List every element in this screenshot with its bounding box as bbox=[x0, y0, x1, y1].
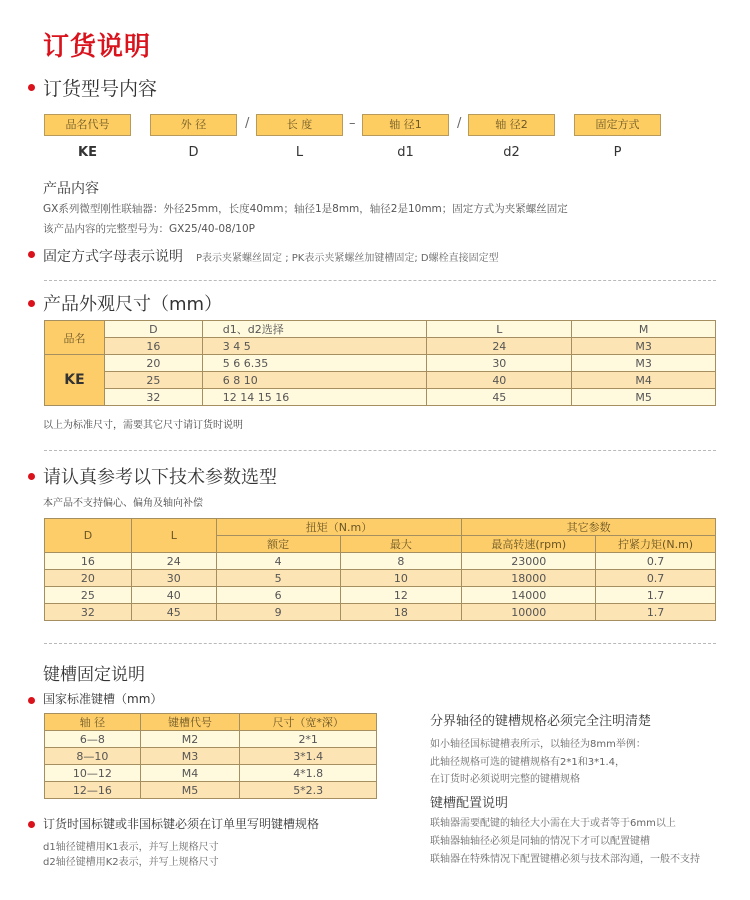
cell: 24 bbox=[427, 338, 572, 355]
table-row bbox=[45, 570, 716, 587]
order-box-length: 长 度 bbox=[256, 114, 343, 136]
cell: 0.7 bbox=[596, 553, 716, 570]
tech-params-table bbox=[44, 518, 716, 621]
cell: 32 bbox=[104, 389, 202, 406]
table-row bbox=[45, 731, 377, 748]
tech-params-heading: 请认真参考以下技术参数选型 bbox=[43, 467, 277, 488]
cell: 25 bbox=[104, 372, 202, 389]
tech-params-subtitle: 本产品不支持偏心、偏角及轴向补偿 bbox=[43, 498, 203, 509]
cell: M4 bbox=[572, 372, 716, 389]
divider bbox=[44, 280, 716, 281]
order-code-d2: d2 bbox=[503, 145, 520, 160]
bullet-icon bbox=[28, 473, 35, 480]
header-cell: 键槽代号 bbox=[140, 714, 240, 731]
cell: 3 4 5 bbox=[202, 338, 427, 355]
separator: – bbox=[349, 116, 356, 131]
cell: 20 bbox=[45, 570, 132, 587]
divider bbox=[44, 450, 716, 451]
cell: 16 bbox=[45, 553, 132, 570]
cell: M3 bbox=[572, 338, 716, 355]
cell: 5 6 6.35 bbox=[202, 355, 427, 372]
cell: 18 bbox=[340, 604, 462, 621]
table-row bbox=[45, 765, 377, 782]
divider bbox=[44, 643, 716, 644]
table-row bbox=[45, 782, 377, 799]
cell: 9 bbox=[216, 604, 340, 621]
header-cell: 最高转速(rpm) bbox=[462, 536, 596, 553]
bullet-icon bbox=[28, 697, 35, 704]
order-code-l: L bbox=[295, 145, 304, 160]
cell: 4*1.8 bbox=[240, 765, 377, 782]
boundary-line: 在订货时必须说明完整的键槽规格 bbox=[430, 774, 580, 785]
order-box-fixing: 固定方式 bbox=[574, 114, 661, 136]
cell: 10 bbox=[340, 570, 462, 587]
order-box-outer-diameter: 外 径 bbox=[150, 114, 237, 136]
header-cell: L bbox=[131, 519, 216, 553]
bullet-icon bbox=[28, 84, 35, 91]
cell: 12 14 15 16 bbox=[202, 389, 427, 406]
cell: 3*1.4 bbox=[240, 748, 377, 765]
dimensions-footnote: 以上为标准尺寸，需要其它尺寸请订货时说明 bbox=[43, 420, 243, 431]
config-line: 联轴器需要配键的轴径大小需在大于或者等于6mm以上 bbox=[430, 818, 676, 829]
product-content-line: 该产品内容的完整型号为：GX25/40-08/10P bbox=[43, 223, 255, 235]
table-row bbox=[45, 587, 716, 604]
header-cell: M bbox=[572, 321, 716, 338]
order-box-name-code: 品名代号 bbox=[44, 114, 131, 136]
cell: 23000 bbox=[462, 553, 596, 570]
keyway-order-heading: 订货时国标键或非国标键必须在订单里写明键槽规格 bbox=[43, 817, 320, 831]
cell: 2*1 bbox=[240, 731, 377, 748]
order-code-p: P bbox=[613, 145, 622, 160]
table-row bbox=[45, 604, 716, 621]
fixing-text: P表示夹紧螺丝固定 ; PK表示夹紧螺丝加键槽固定; D螺栓直接固定型 bbox=[196, 253, 499, 264]
header-cell: 尺寸（宽*深） bbox=[240, 714, 377, 731]
keyway-table bbox=[44, 713, 377, 799]
product-content-line: GX系列微型刚性联轴器：外径25mm，长度40mm；轴径1是8mm，轴径2是10mm；固定方式为夹紧螺丝固定 bbox=[43, 203, 568, 215]
cell: M4 bbox=[140, 765, 240, 782]
cell: 45 bbox=[131, 604, 216, 621]
order-code-d1: d1 bbox=[397, 145, 414, 160]
cell: 16 bbox=[104, 338, 202, 355]
dimensions-heading: 产品外观尺寸（mm） bbox=[43, 294, 223, 315]
order-box-bore1: 轴 径1 bbox=[362, 114, 449, 136]
cell: 14000 bbox=[462, 587, 596, 604]
keyway-order-line: d1轴径键槽用K1表示，并写上规格尺寸 bbox=[43, 842, 219, 853]
name-header-cell: 品名 bbox=[45, 321, 105, 355]
cell: 5 bbox=[216, 570, 340, 587]
cell: M3 bbox=[140, 748, 240, 765]
cell: 40 bbox=[427, 372, 572, 389]
cell: 8—10 bbox=[45, 748, 141, 765]
bullet-icon bbox=[28, 300, 35, 307]
header-cell: D bbox=[45, 519, 132, 553]
fixing-heading: 固定方式字母表示说明 bbox=[43, 249, 183, 265]
cell: 5*2.3 bbox=[240, 782, 377, 799]
cell: 24 bbox=[131, 553, 216, 570]
bullet-icon bbox=[28, 821, 35, 828]
cell: 6—8 bbox=[45, 731, 141, 748]
cell: 12 bbox=[340, 587, 462, 604]
table-row bbox=[45, 389, 716, 406]
cell: M2 bbox=[140, 731, 240, 748]
cell: 18000 bbox=[462, 570, 596, 587]
bullet-icon bbox=[28, 251, 35, 258]
table-row bbox=[45, 553, 716, 570]
boundary-heading: 分界轴径的键槽规格必须完全注明清楚 bbox=[430, 714, 652, 729]
cell: 32 bbox=[45, 604, 132, 621]
keyway-standard-heading: 国家标准键槽（mm） bbox=[43, 692, 163, 706]
table-row bbox=[45, 338, 716, 355]
table-row bbox=[45, 355, 716, 372]
cell: M5 bbox=[140, 782, 240, 799]
dimensions-table bbox=[44, 320, 716, 406]
order-code-d: D bbox=[188, 145, 199, 160]
order-box-bore2: 轴 径2 bbox=[468, 114, 555, 136]
cell: 20 bbox=[104, 355, 202, 372]
header-group-torque: 扭矩（N.m） bbox=[216, 519, 462, 536]
cell: M3 bbox=[572, 355, 716, 372]
cell: 6 8 10 bbox=[202, 372, 427, 389]
keyway-heading: 键槽固定说明 bbox=[43, 665, 145, 685]
boundary-line: 如小轴径国标键槽表所示，以轴径为8mm举例： bbox=[430, 739, 646, 750]
name-value-cell: KE bbox=[45, 355, 105, 406]
config-heading: 键槽配置说明 bbox=[430, 796, 509, 811]
header-cell: 最大 bbox=[340, 536, 462, 553]
cell: 1.7 bbox=[596, 587, 716, 604]
cell: 1.7 bbox=[596, 604, 716, 621]
cell: 0.7 bbox=[596, 570, 716, 587]
separator: / bbox=[245, 116, 250, 131]
cell: M5 bbox=[572, 389, 716, 406]
cell: 12—16 bbox=[45, 782, 141, 799]
header-group-other: 其它参数 bbox=[462, 519, 716, 536]
table-row bbox=[45, 748, 377, 765]
header-cell: 轴 径 bbox=[45, 714, 141, 731]
header-cell: 拧紧力矩(N.m) bbox=[596, 536, 716, 553]
cell: 45 bbox=[427, 389, 572, 406]
config-line: 联轴器轴轴径必须是同轴的情况下才可以配置键槽 bbox=[430, 836, 650, 847]
cell: 4 bbox=[216, 553, 340, 570]
cell: 30 bbox=[131, 570, 216, 587]
header-cell: 额定 bbox=[216, 536, 340, 553]
page-title: 订货说明 bbox=[43, 32, 152, 62]
cell: 6 bbox=[216, 587, 340, 604]
config-line: 联轴器在特殊情况下配置键槽必须与技术部沟通，一般不支持 bbox=[430, 854, 700, 865]
cell: 10000 bbox=[462, 604, 596, 621]
order-model-heading: 订货型号内容 bbox=[43, 78, 158, 100]
product-content-heading: 产品内容 bbox=[43, 181, 99, 197]
cell: 40 bbox=[131, 587, 216, 604]
boundary-line: 此轴径规格可选的键槽规格有2*1和3*1.4， bbox=[430, 757, 625, 768]
cell: 30 bbox=[427, 355, 572, 372]
header-cell: d1、d2选择 bbox=[202, 321, 427, 338]
cell: 25 bbox=[45, 587, 132, 604]
header-cell: D bbox=[104, 321, 202, 338]
header-cell: L bbox=[427, 321, 572, 338]
order-code-name: KE bbox=[78, 145, 97, 160]
cell: 10—12 bbox=[45, 765, 141, 782]
separator: / bbox=[457, 116, 462, 131]
table-row bbox=[45, 372, 716, 389]
keyway-order-line: d2轴径键槽用K2表示，并写上规格尺寸 bbox=[43, 857, 219, 868]
cell: 8 bbox=[340, 553, 462, 570]
